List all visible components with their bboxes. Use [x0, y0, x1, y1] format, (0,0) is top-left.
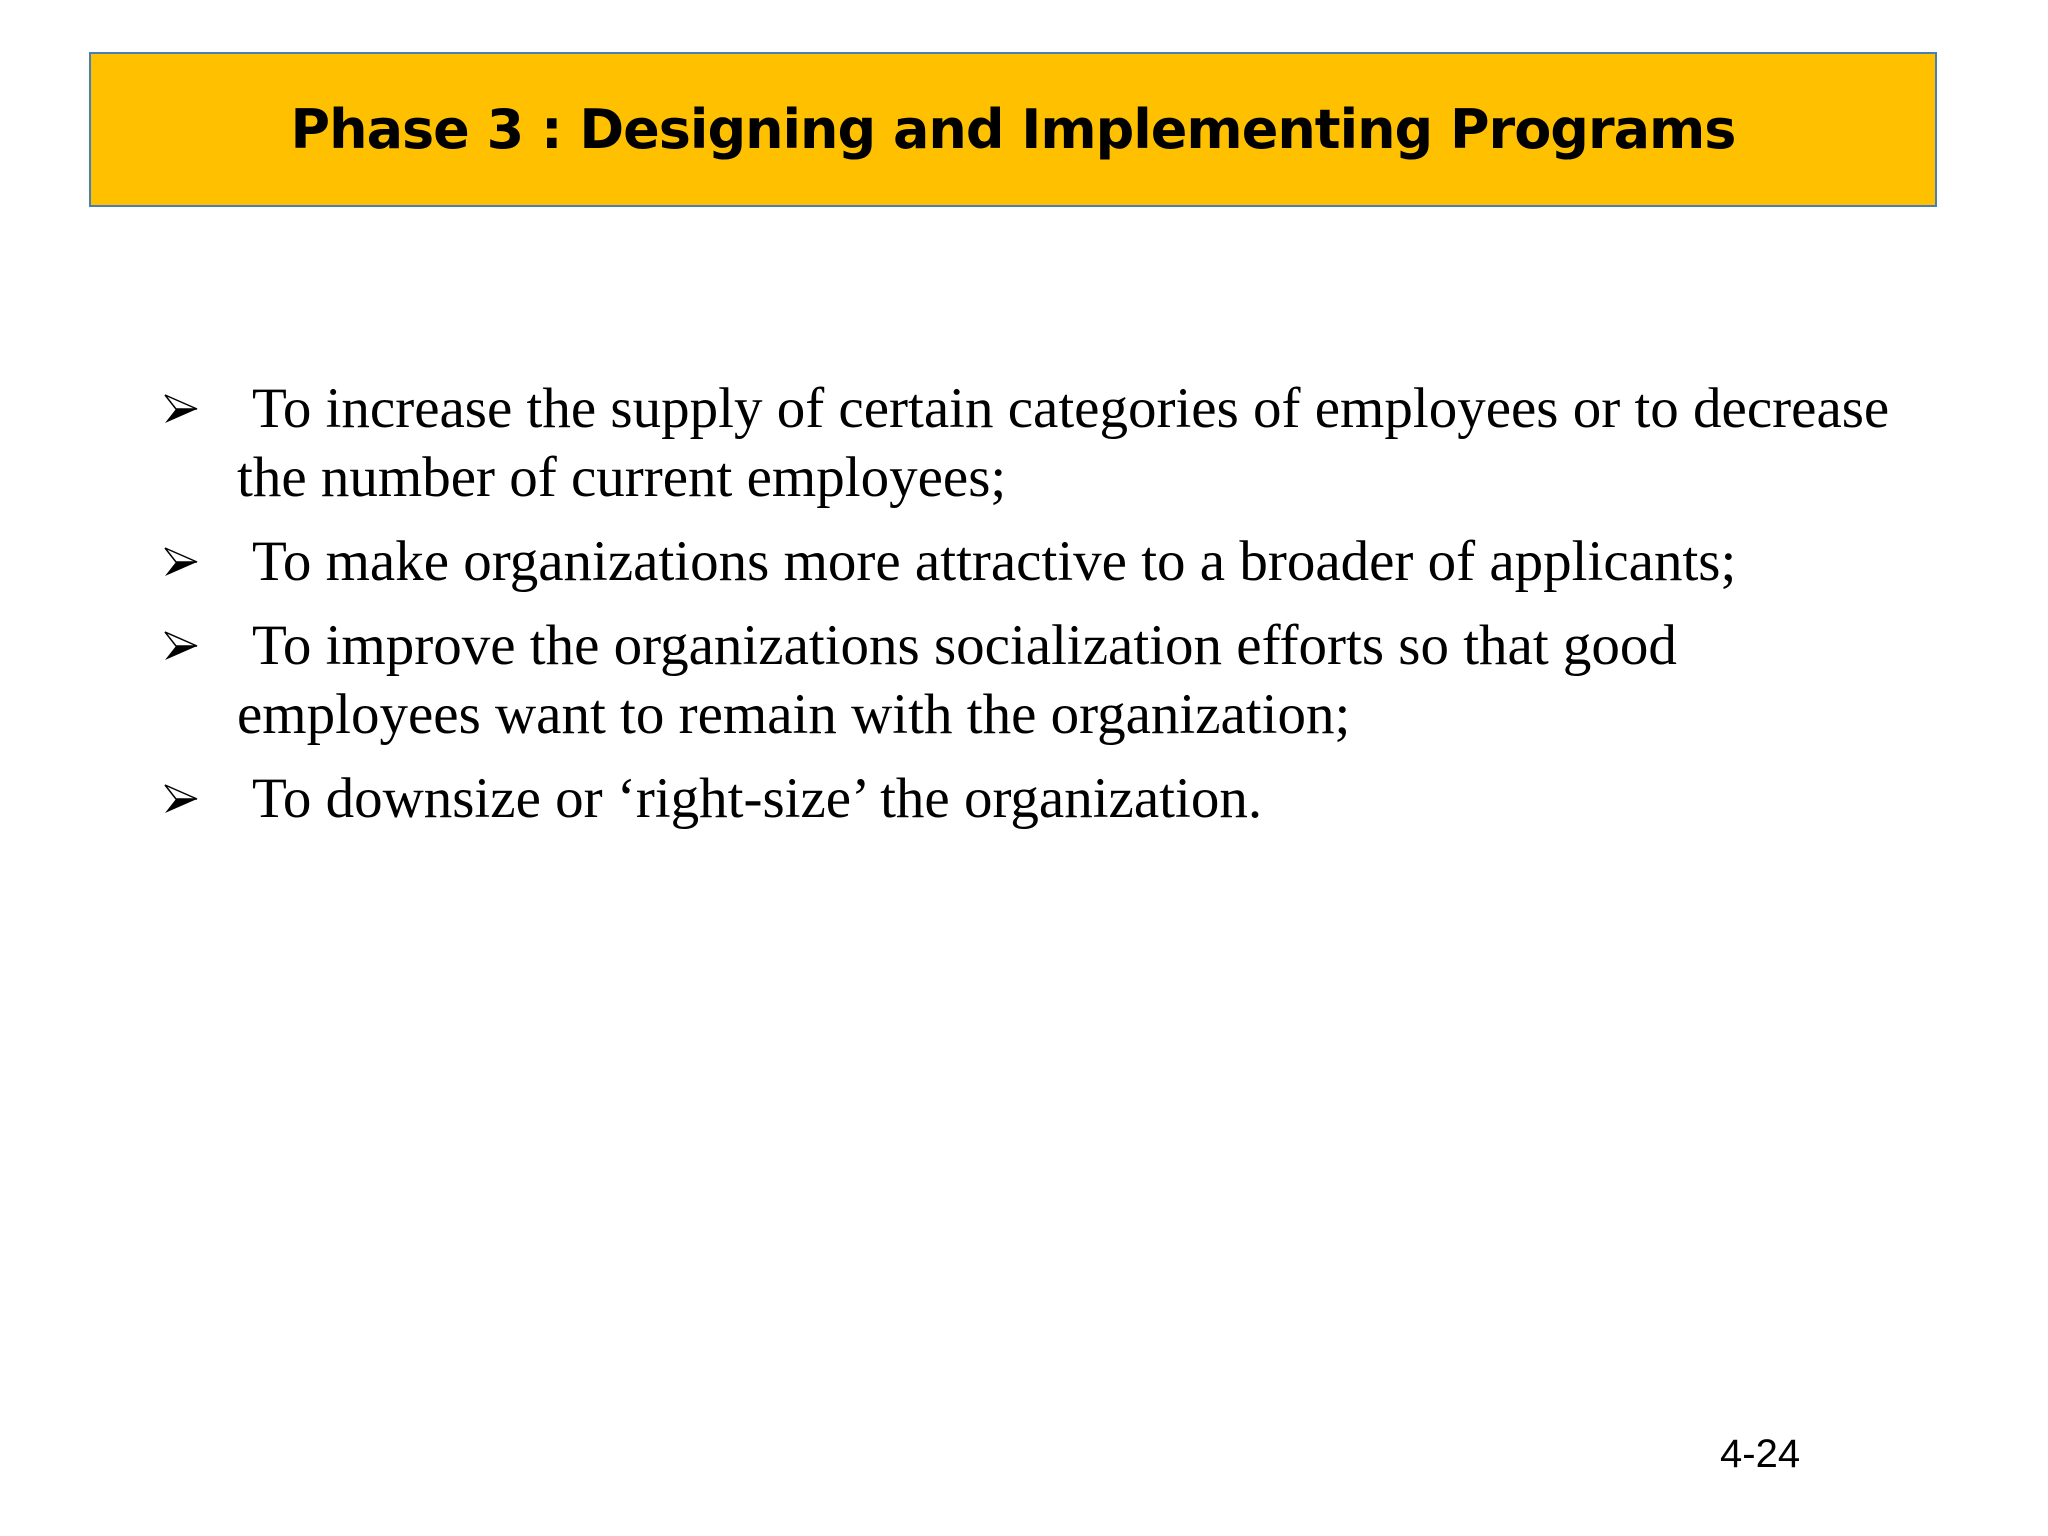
bullet-item [156, 374, 1916, 512]
page-number: 4-24 [1720, 1432, 1801, 1476]
arrowhead-icon [156, 764, 206, 833]
bullet-list [156, 374, 1916, 848]
title-banner [89, 52, 1937, 207]
bullet-item [156, 527, 1916, 596]
bullet-item [156, 764, 1916, 833]
bullet-text: To increase the supply of certain categories of employees or to decrease the number of current employees; [237, 377, 1890, 509]
arrowhead-icon [156, 374, 206, 443]
arrowhead-icon [156, 611, 206, 680]
bullet-text: To make organizations more attractive to a broader of applicants; [252, 530, 1737, 593]
bullet-text: To downsize or ‘right-size’ the organization. [252, 767, 1263, 830]
bullet-text: To improve the organizations socialization efforts so that good employees want to remain with the organization; [237, 614, 1677, 746]
arrowhead-icon [156, 527, 206, 596]
slide-title: Phase 3 : Designing and Implementing Programs [290, 98, 1736, 161]
bullet-item [156, 611, 1916, 749]
